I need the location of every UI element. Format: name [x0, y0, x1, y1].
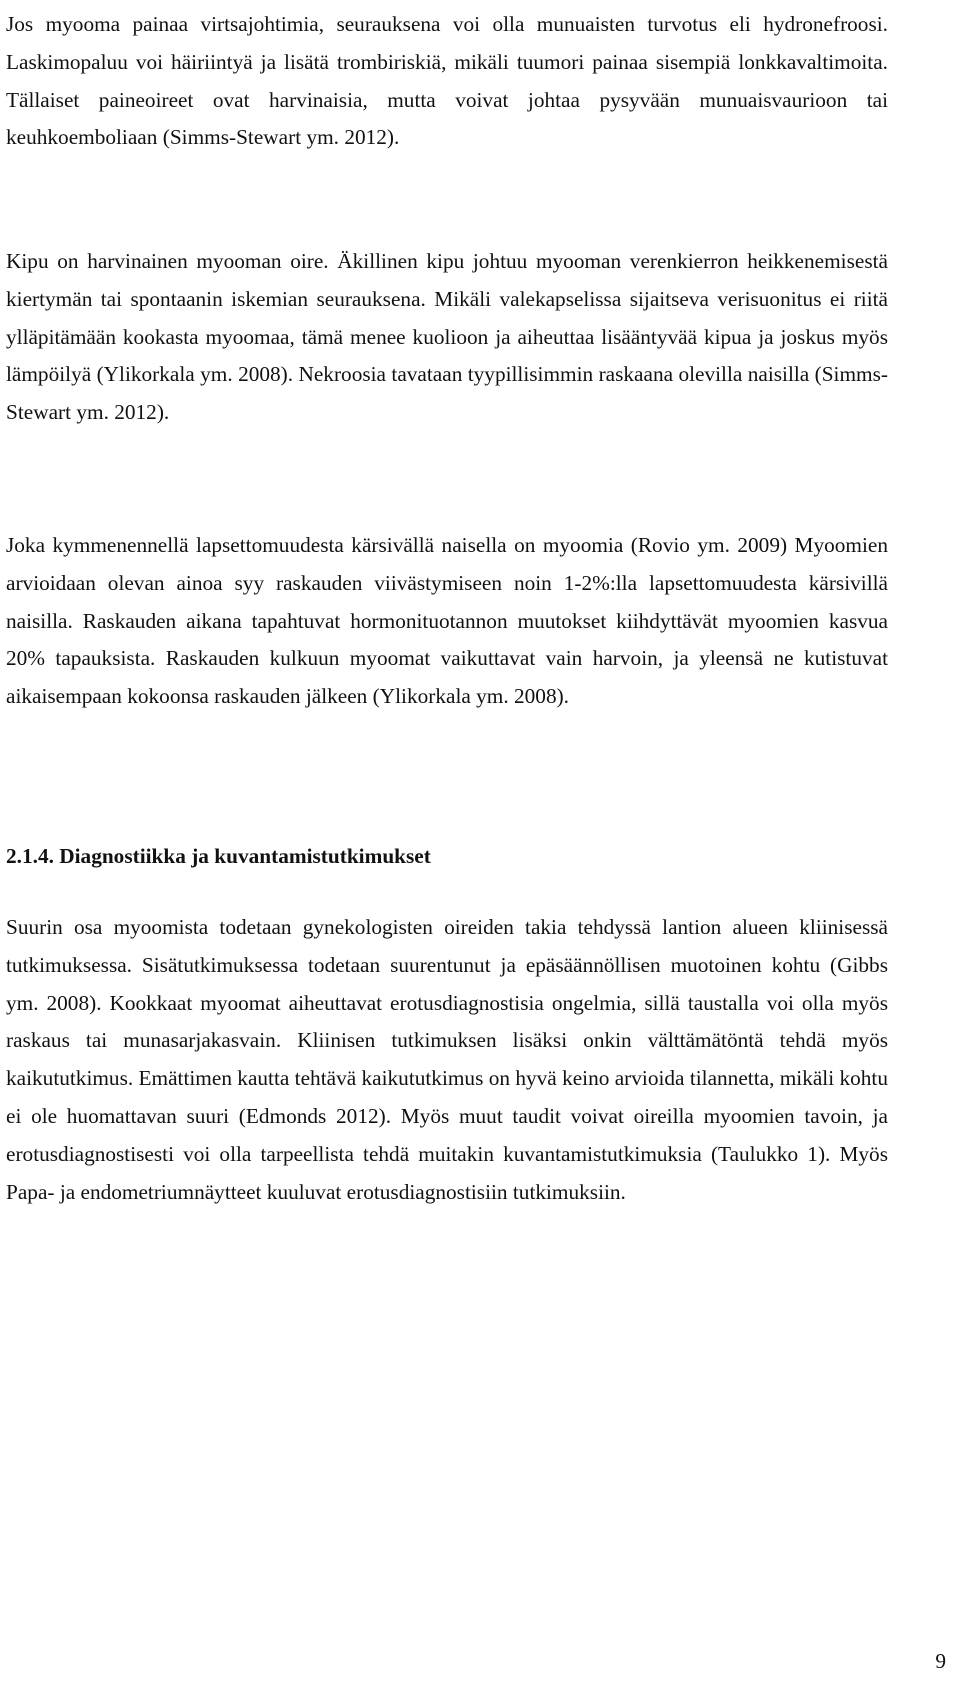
- paragraph-paineoireet: Jos myooma painaa virtsajohtimia, seurauksena voi olla munuaisten turvotus eli hydronefroosi. Laskimopaluu voi häiriintyä ja lisätä trombiriskiä, mikäli tuumori painaa sisempiä lonkkavaltimoita. Tällaiset paineoireet ovat harvinaisia, mutta voivat johtaa pysyvään munuaisvaurioon tai keuhkoemboliaan (Simms-Stewart ym. 2012).: [6, 12, 888, 150]
- section-heading: 2.1.4. Diagnostiikka ja kuvantamistutkimukset: [6, 844, 431, 868]
- paragraph-kipu: Kipu on harvinainen myooman oire. Äkillinen kipu johtuu myooman verenkierron heikkenemisestä kiertymän tai spontaanin iskemian seurauksena. Mikäli valekapselissa sijaitseva verisuonitus ei riitä ylläpitämään kookasta myoomaa, tämä menee kuolioon ja aiheuttaa lisääntyvää kipua ja joskus myös lämpöilyä (Ylikorkala ym. 2008). Nekroosia tavataan tyypillisimmin raskaana olevilla naisilla (Simms-Stewart ym. 2012).: [6, 249, 888, 425]
- paragraph-diagnostiikka: Suurin osa myoomista todetaan gynekologisten oireiden takia tehdyssä lantion alueen kliinisessä tutkimuksessa. Sisätutkimuksessa todetaan suurentunut ja epäsäännöllisen muotoinen kohtu (Gibbs ym. 2008). Kookkaat myoomat aiheuttavat erotusdiagnostisia ongelmia, sillä taustalla voi olla myös raskaus tai munasarjakasvain. Kliinisen tutkimuksen lisäksi onkin välttämätöntä tehdä myös kaikututkimus. Emättimen kautta tehtävä kaikututkimus on hyvä keino arvioida tilannetta, mikäli kohtu ei ole huomattavan suuri (Edmonds 2012). Myös muut taudit voivat oireilla myoomien tavoin, ja erotusdiagnostisesti voi olla tarpeellista tehdä muitakin kuvantamistutkimuksia (Taulukko 1). Myös Papa- ja endometriumnäytteet kuuluvat erotusdiagnostisiin tutkimuksiin.: [6, 915, 888, 1204]
- page-number: 9: [935, 1649, 946, 1673]
- paragraph-lapsettomuus: Joka kymmenennellä lapsettomuudesta kärsivällä naisella on myoomia (Rovio ym. 2009) Myoomien arvioidaan olevan ainoa syy raskauden viivästymiseen noin 1-2%:lla lapsettomuudesta kärsivillä naisilla. Raskauden aikana tapahtuvat hormonituotannon muutokset kiihdyttävät myoomien kasvua 20% tapauksista. Raskauden kulkuun myoomat vaikuttavat vain harvoin, ja yleensä ne kutistuvat aikaisempaan kokoonsa raskauden jälkeen (Ylikorkala ym. 2008).: [6, 533, 888, 709]
